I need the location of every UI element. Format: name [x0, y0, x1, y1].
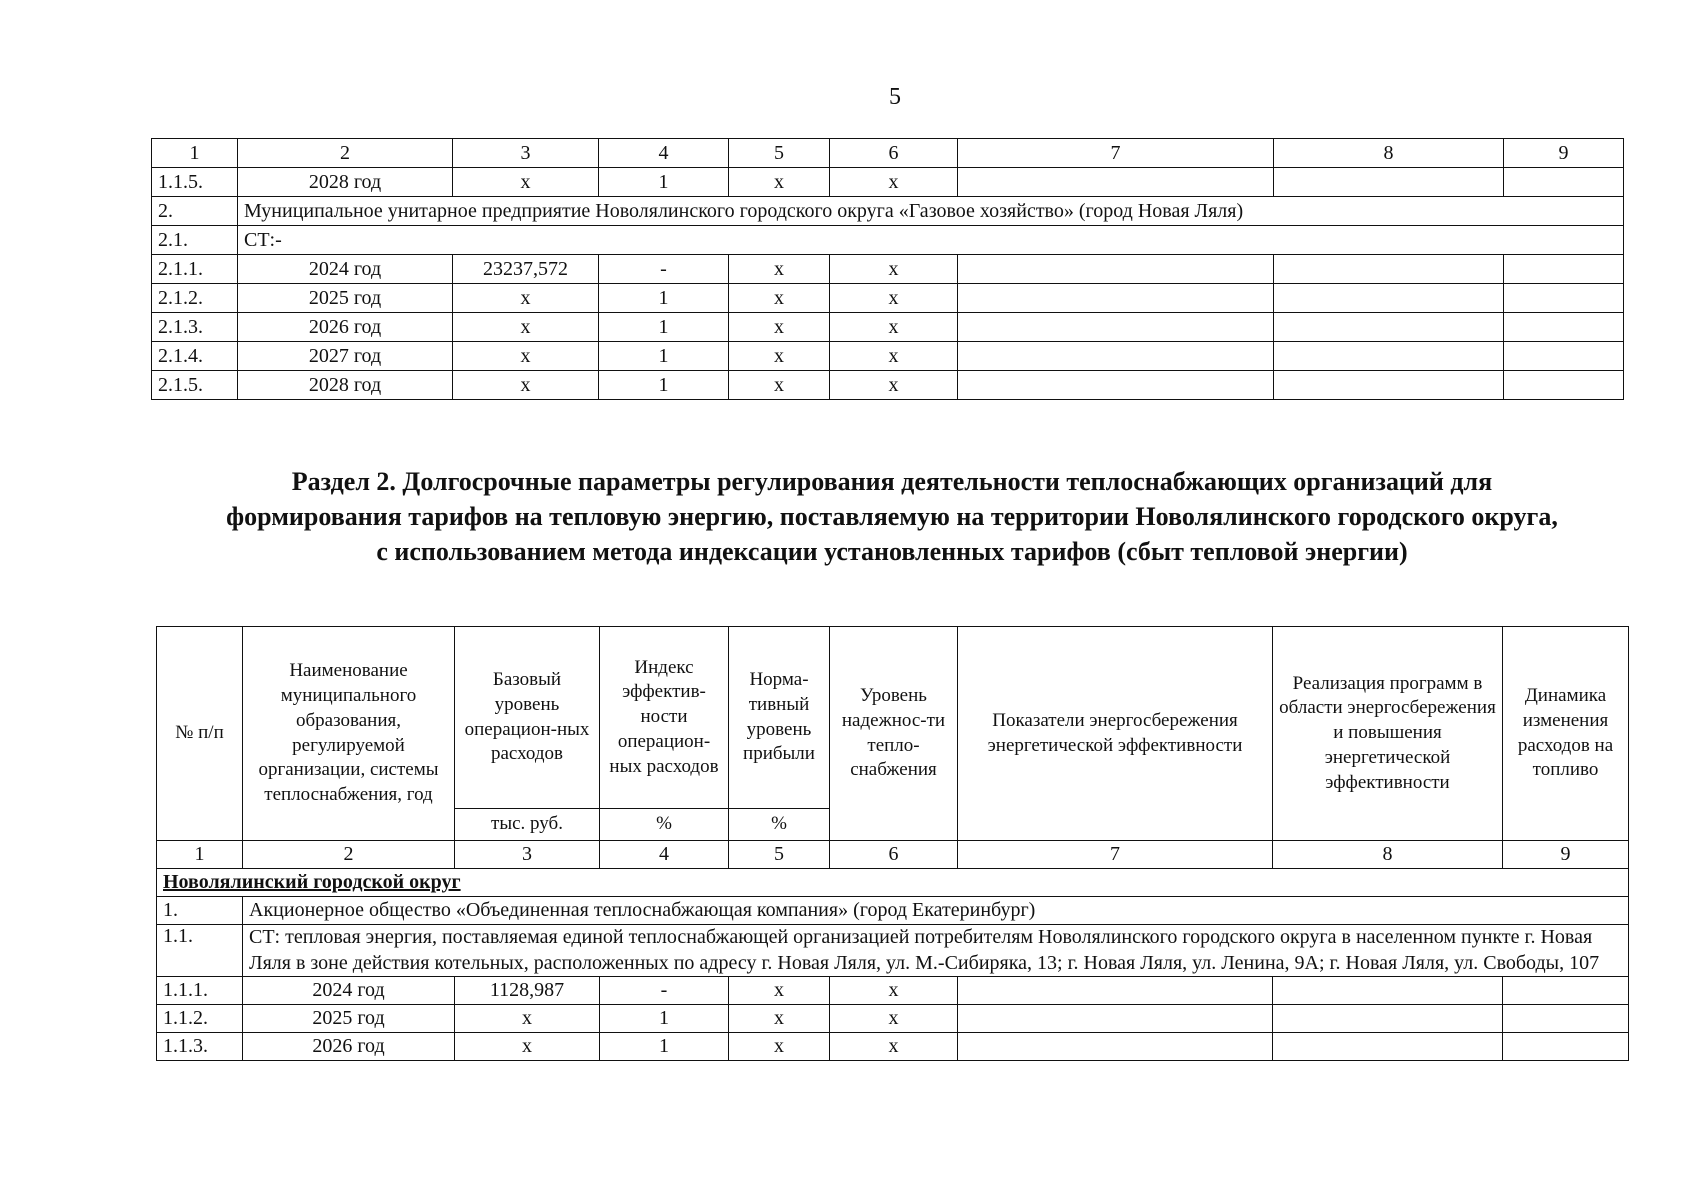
empty-cell [1504, 255, 1624, 284]
organization-row [152, 197, 1624, 226]
table-row [152, 371, 1624, 400]
efficiency-index-cell: 1 [600, 1005, 729, 1033]
efficiency-index-cell: 1 [600, 1033, 729, 1061]
header-fuel-dynamics: Динамика изменения расходов на топливо [1503, 627, 1629, 841]
page-number: 5 [889, 84, 901, 110]
empty-cell [958, 1005, 1273, 1033]
empty-cell [958, 255, 1274, 284]
header-efficiency-index: Индекс эффектив-ности операцион-ных расходов [600, 627, 729, 809]
empty-cell [1503, 1005, 1629, 1033]
col-number: 6 [830, 139, 958, 168]
empty-cell [1274, 313, 1504, 342]
row-year: 2024 год [243, 977, 455, 1005]
empty-cell [1504, 371, 1624, 400]
col-number: 4 [600, 841, 729, 869]
empty-cell [1274, 342, 1504, 371]
row-number: 1. [157, 897, 243, 925]
empty-cell [1504, 284, 1624, 313]
row-number: 2.1. [152, 226, 238, 255]
col-number: 2 [238, 139, 453, 168]
profit-level-cell: x [729, 342, 830, 371]
table-row [157, 1005, 1629, 1033]
continuation-table [151, 138, 1624, 400]
reliability-cell: x [830, 255, 958, 284]
row-number: 1.1.2. [157, 1005, 243, 1033]
table-row [152, 342, 1624, 371]
empty-cell [1504, 168, 1624, 197]
col-number: 5 [729, 841, 830, 869]
header-base-cost: Базовый уровень операцион-ных расходов [455, 627, 600, 809]
empty-cell [958, 371, 1274, 400]
row-year: 2026 год [238, 313, 453, 342]
parameters-table [156, 626, 1629, 1061]
col-number: 8 [1273, 841, 1503, 869]
row-year: 2028 год [238, 371, 453, 400]
reliability-cell: x [830, 1033, 958, 1061]
row-number: 2.1.3. [152, 313, 238, 342]
efficiency-index-cell: 1 [599, 284, 729, 313]
empty-cell [1274, 284, 1504, 313]
unit-cell: тыс. руб. [455, 809, 600, 841]
empty-cell [958, 284, 1274, 313]
header-number: № п/п [157, 627, 243, 841]
reliability-cell: x [830, 313, 958, 342]
col-number: 3 [453, 139, 599, 168]
empty-cell [1504, 313, 1624, 342]
row-number: 1.1.3. [157, 1033, 243, 1061]
row-number: 2.1.2. [152, 284, 238, 313]
base-cost-cell: x [453, 284, 599, 313]
row-number: 2.1.1. [152, 255, 238, 284]
profit-level-cell: x [729, 1005, 830, 1033]
column-number-row [152, 139, 1624, 168]
section-title-line: с использованием метода индексации установленных тарифов (сбыт тепловой энергии) [376, 537, 1408, 567]
row-year: 2025 год [238, 284, 453, 313]
row-number: 1.1.1. [157, 977, 243, 1005]
header-profit-level: Норма-тивный уровень прибыли [729, 627, 830, 809]
col-number: 8 [1274, 139, 1504, 168]
col-number: 2 [243, 841, 455, 869]
col-number: 1 [157, 841, 243, 869]
region-name: Новолялинский городской округ [157, 869, 1629, 897]
header-reliability: Уровень надежнос-ти тепло-снабжения [830, 627, 958, 841]
empty-cell [1504, 342, 1624, 371]
efficiency-index-cell: 1 [599, 168, 729, 197]
efficiency-index-cell: 1 [599, 371, 729, 400]
row-number: 1.1. [157, 925, 243, 977]
empty-cell [958, 313, 1274, 342]
table-row [152, 313, 1624, 342]
reliability-cell: x [830, 977, 958, 1005]
section-title [152, 464, 1632, 569]
table-row [152, 284, 1624, 313]
profit-level-cell: x [729, 284, 830, 313]
empty-cell [1273, 977, 1503, 1005]
col-number: 6 [830, 841, 958, 869]
empty-cell [1503, 1033, 1629, 1061]
base-cost-cell: 23237,572 [453, 255, 599, 284]
table-row [157, 1033, 1629, 1061]
row-year: 2026 год [243, 1033, 455, 1061]
column-number-row [157, 841, 1629, 869]
efficiency-index-cell: 1 [599, 342, 729, 371]
base-cost-cell: x [453, 313, 599, 342]
system-row [152, 226, 1624, 255]
table-row [157, 977, 1629, 1005]
base-cost-cell: x [455, 1033, 600, 1061]
col-number: 9 [1503, 841, 1629, 869]
profit-level-cell: x [729, 168, 830, 197]
empty-cell [1274, 371, 1504, 400]
row-number: 1.1.5. [152, 168, 238, 197]
unit-cell: % [729, 809, 830, 841]
unit-cell: % [600, 809, 729, 841]
efficiency-index-cell: 1 [599, 313, 729, 342]
header-row [157, 627, 1629, 809]
empty-cell [1274, 255, 1504, 284]
system-description: СТ:- [238, 226, 1624, 255]
empty-cell [1503, 977, 1629, 1005]
base-cost-cell: x [453, 371, 599, 400]
reliability-cell: x [830, 371, 958, 400]
profit-level-cell: x [729, 255, 830, 284]
reliability-cell: x [830, 284, 958, 313]
header-energy-saving: Показатели энергосбережения энергетической эффективности [958, 627, 1273, 841]
base-cost-cell: 1128,987 [455, 977, 600, 1005]
organization-row [157, 897, 1629, 925]
reliability-cell: x [830, 1005, 958, 1033]
base-cost-cell: x [453, 342, 599, 371]
empty-cell [958, 977, 1273, 1005]
row-year: 2027 год [238, 342, 453, 371]
profit-level-cell: x [729, 371, 830, 400]
col-number: 1 [152, 139, 238, 168]
col-number: 5 [729, 139, 830, 168]
empty-cell [958, 1033, 1273, 1061]
empty-cell [1273, 1033, 1503, 1061]
base-cost-cell: x [453, 168, 599, 197]
row-number: 2.1.4. [152, 342, 238, 371]
organization-name: Муниципальное унитарное предприятие Новолялинского городского округа «Газовое хозяйство» (город Новая Ляля) [238, 197, 1624, 226]
col-number: 9 [1504, 139, 1624, 168]
profit-level-cell: x [729, 313, 830, 342]
empty-cell [958, 342, 1274, 371]
empty-cell [1274, 168, 1504, 197]
col-number: 7 [958, 841, 1273, 869]
row-year: 2025 год [243, 1005, 455, 1033]
reliability-cell: x [830, 342, 958, 371]
system-description: СТ: тепловая энергия, поставляемая единой теплоснабжающей организацией потребителям Новолялинского городского округа в населенном пункте г. Новая Ляля в зоне действия котельных, расположенных по адресу г. Новая Ляля, ул. М.-Сибиряка, 13; г. Новая Ляля, ул. Ленина, 9А; г. Новая Ляля, ул. Свободы, 107 [243, 925, 1629, 977]
base-cost-cell: x [455, 1005, 600, 1033]
table-row [152, 255, 1624, 284]
table-row [152, 168, 1624, 197]
empty-cell [1273, 1005, 1503, 1033]
system-row [157, 925, 1629, 977]
profit-level-cell: x [729, 977, 830, 1005]
efficiency-index-cell: - [599, 255, 729, 284]
row-year: 2024 год [238, 255, 453, 284]
col-number: 7 [958, 139, 1274, 168]
row-number: 2.1.5. [152, 371, 238, 400]
empty-cell [958, 168, 1274, 197]
header-name: Наименование муниципального образования, регулируемой организации, системы теплоснабжения, год [243, 627, 455, 841]
section-title-line: Раздел 2. Долгосрочные параметры регулирования деятельности теплоснабжающих организаций для [291, 467, 1493, 496]
organization-name: Акционерное общество «Объединенная теплоснабжающая компания» (город Екатеринбург) [243, 897, 1629, 925]
col-number: 3 [455, 841, 600, 869]
region-row [157, 869, 1629, 897]
row-number: 2. [152, 197, 238, 226]
row-year: 2028 год [238, 168, 453, 197]
profit-level-cell: x [729, 1033, 830, 1061]
section-title-line: формирования тарифов на тепловую энергию, поставляемую на территории Новолялинского городского округа, [226, 502, 1558, 532]
efficiency-index-cell: - [600, 977, 729, 1005]
reliability-cell: x [830, 168, 958, 197]
col-number: 4 [599, 139, 729, 168]
header-program: Реализация программ в области энергосбережения и повышения энергетической эффективности [1273, 627, 1503, 841]
